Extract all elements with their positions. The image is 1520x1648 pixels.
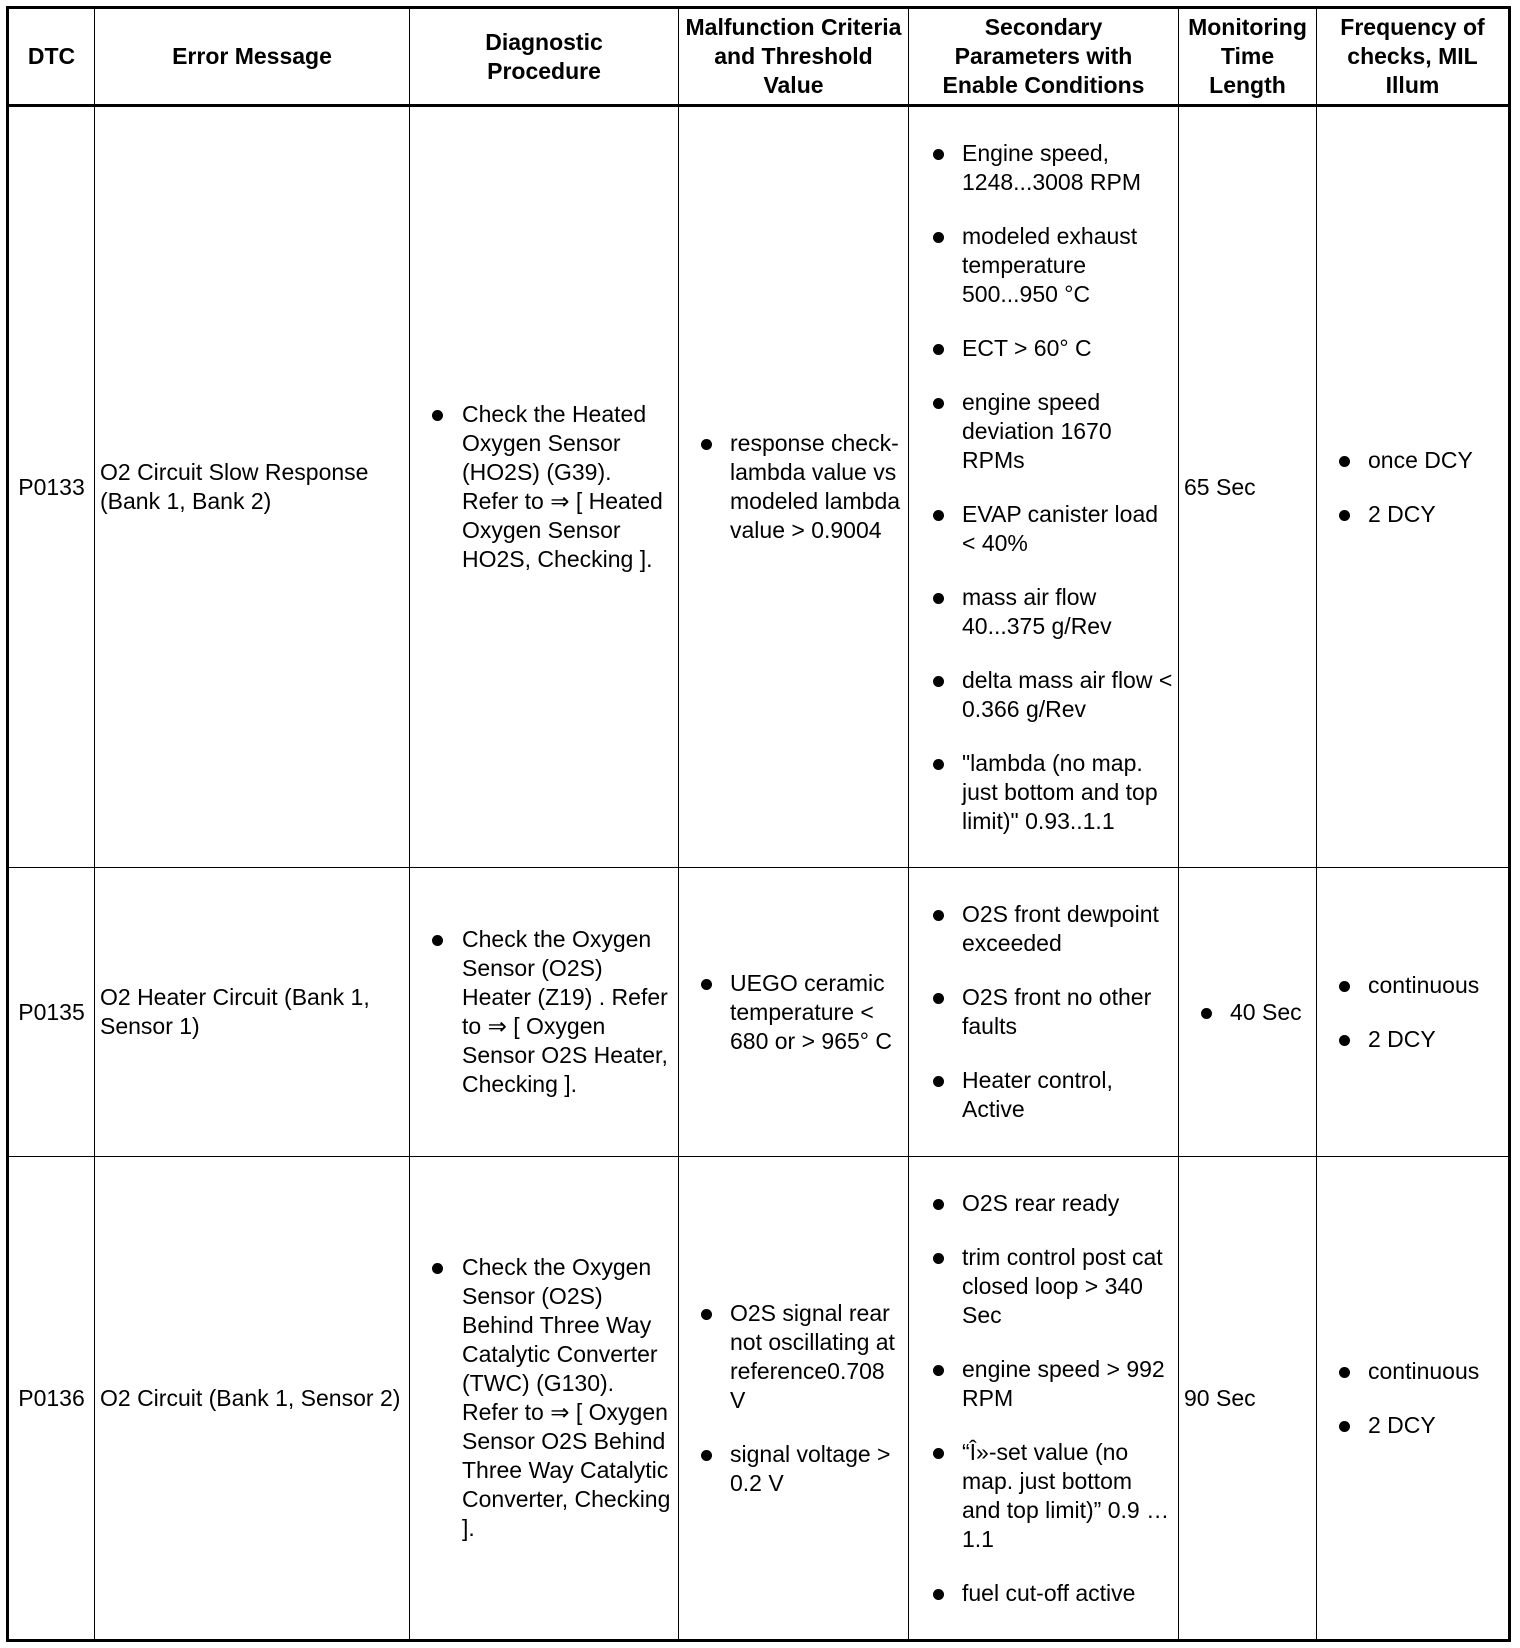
list-item: EVAP canister load < 40% bbox=[931, 500, 1174, 558]
list-item: response check- lambda value vs modeled lambda value > 0.9004 bbox=[699, 429, 903, 545]
list-item: 40 Sec bbox=[1199, 998, 1311, 1027]
secondary-parameters bbox=[909, 1157, 1179, 1641]
list-item: fuel cut-off active bbox=[931, 1579, 1174, 1608]
list-item: signal voltage > 0.2 V bbox=[699, 1440, 903, 1498]
dtc-code: P0135 bbox=[8, 868, 95, 1157]
list-item: “Î»-set value (no map. just bottom and top limit)” 0.9 … 1.1 bbox=[931, 1438, 1174, 1554]
list-item: Check the Oxygen Sensor (O2S) Behind Three Way Catalytic Converter (TWC) (G130). Refer to ⇒ [ Oxygen Sensor O2S Behind Three Way Catalytic Converter, Checking ]. bbox=[430, 1253, 676, 1543]
monitoring-time: 90 Sec bbox=[1179, 1157, 1317, 1641]
frequency-of-checks bbox=[1317, 1157, 1510, 1641]
list-item: 2 DCY bbox=[1337, 1025, 1503, 1054]
dtc-code: P0136 bbox=[8, 1157, 95, 1641]
header-secondary-parameters: Secondary Parameters with Enable Conditions bbox=[909, 8, 1179, 106]
list-item: continuous bbox=[1337, 1357, 1503, 1386]
table-row bbox=[8, 868, 1510, 1157]
frequency-of-checks bbox=[1317, 106, 1510, 868]
frequency-of-checks bbox=[1317, 868, 1510, 1157]
list-item: engine speed deviation 1670 RPMs bbox=[931, 388, 1174, 475]
malfunction-criteria bbox=[679, 1157, 909, 1641]
list-item: "lambda (no map. just bottom and top limit)" 0.93..1.1 bbox=[931, 749, 1174, 836]
list-item: 2 DCY bbox=[1337, 500, 1503, 529]
list-item: O2S signal rear not oscillating at reference0.708 V bbox=[699, 1299, 903, 1415]
list-item: once DCY bbox=[1337, 446, 1503, 475]
error-message: O2 Circuit Slow Response (Bank 1, Bank 2) bbox=[95, 106, 410, 868]
list-item: delta mass air flow < 0.366 g/Rev bbox=[931, 666, 1174, 724]
monitoring-time bbox=[1179, 868, 1317, 1157]
diagnostic-procedure bbox=[410, 868, 679, 1157]
header-malfunction-criteria: Malfunction Criteria and Threshold Value bbox=[679, 8, 909, 106]
header-error-message: Error Message bbox=[95, 8, 410, 106]
list-item: trim control post cat closed loop > 340 Sec bbox=[931, 1243, 1174, 1330]
error-message: O2 Circuit (Bank 1, Sensor 2) bbox=[95, 1157, 410, 1641]
dtc-table bbox=[6, 6, 1511, 1642]
list-item: UEGO ceramic temperature < 680 or > 965° C bbox=[699, 969, 903, 1056]
list-item: Check the Heated Oxygen Sensor (HO2S) (G39). Refer to ⇒ [ Heated Oxygen Sensor HO2S, Checking ]. bbox=[430, 400, 673, 574]
list-item: continuous bbox=[1337, 971, 1503, 1000]
table-row bbox=[8, 1157, 1510, 1641]
error-message: O2 Heater Circuit (Bank 1, Sensor 1) bbox=[95, 868, 410, 1157]
monitoring-time: 65 Sec bbox=[1179, 106, 1317, 868]
list-item: engine speed > 992 RPM bbox=[931, 1355, 1174, 1413]
dtc-code: P0133 bbox=[8, 106, 95, 868]
secondary-parameters bbox=[909, 106, 1179, 868]
table-row bbox=[8, 106, 1510, 868]
header-frequency: Frequency of checks, MIL Illum bbox=[1317, 8, 1510, 106]
malfunction-criteria bbox=[679, 106, 909, 868]
header-dtc: DTC bbox=[8, 8, 95, 106]
list-item: 2 DCY bbox=[1337, 1411, 1503, 1440]
list-item: modeled exhaust temperature 500...950 °C bbox=[931, 222, 1174, 309]
list-item: O2S front dewpoint exceeded bbox=[931, 900, 1174, 958]
header-monitoring-time: Monitoring Time Length bbox=[1179, 8, 1317, 106]
list-item: O2S rear ready bbox=[931, 1189, 1174, 1218]
list-item: mass air flow 40...375 g/Rev bbox=[931, 583, 1174, 641]
list-item: Heater control, Active bbox=[931, 1066, 1174, 1124]
list-item: Engine speed, 1248...3008 RPM bbox=[931, 139, 1174, 197]
diagnostic-procedure bbox=[410, 1157, 679, 1641]
header-row bbox=[8, 8, 1510, 106]
header-diagnostic-procedure: Diagnostic Procedure bbox=[410, 8, 679, 106]
list-item: O2S front no other faults bbox=[931, 983, 1174, 1041]
list-item: Check the Oxygen Sensor (O2S) Heater (Z19) . Refer to ⇒ [ Oxygen Sensor O2S Heater, Checking ]. bbox=[430, 925, 673, 1099]
secondary-parameters bbox=[909, 868, 1179, 1157]
list-item: ECT > 60° C bbox=[931, 334, 1174, 363]
malfunction-criteria bbox=[679, 868, 909, 1157]
diagnostic-procedure bbox=[410, 106, 679, 868]
